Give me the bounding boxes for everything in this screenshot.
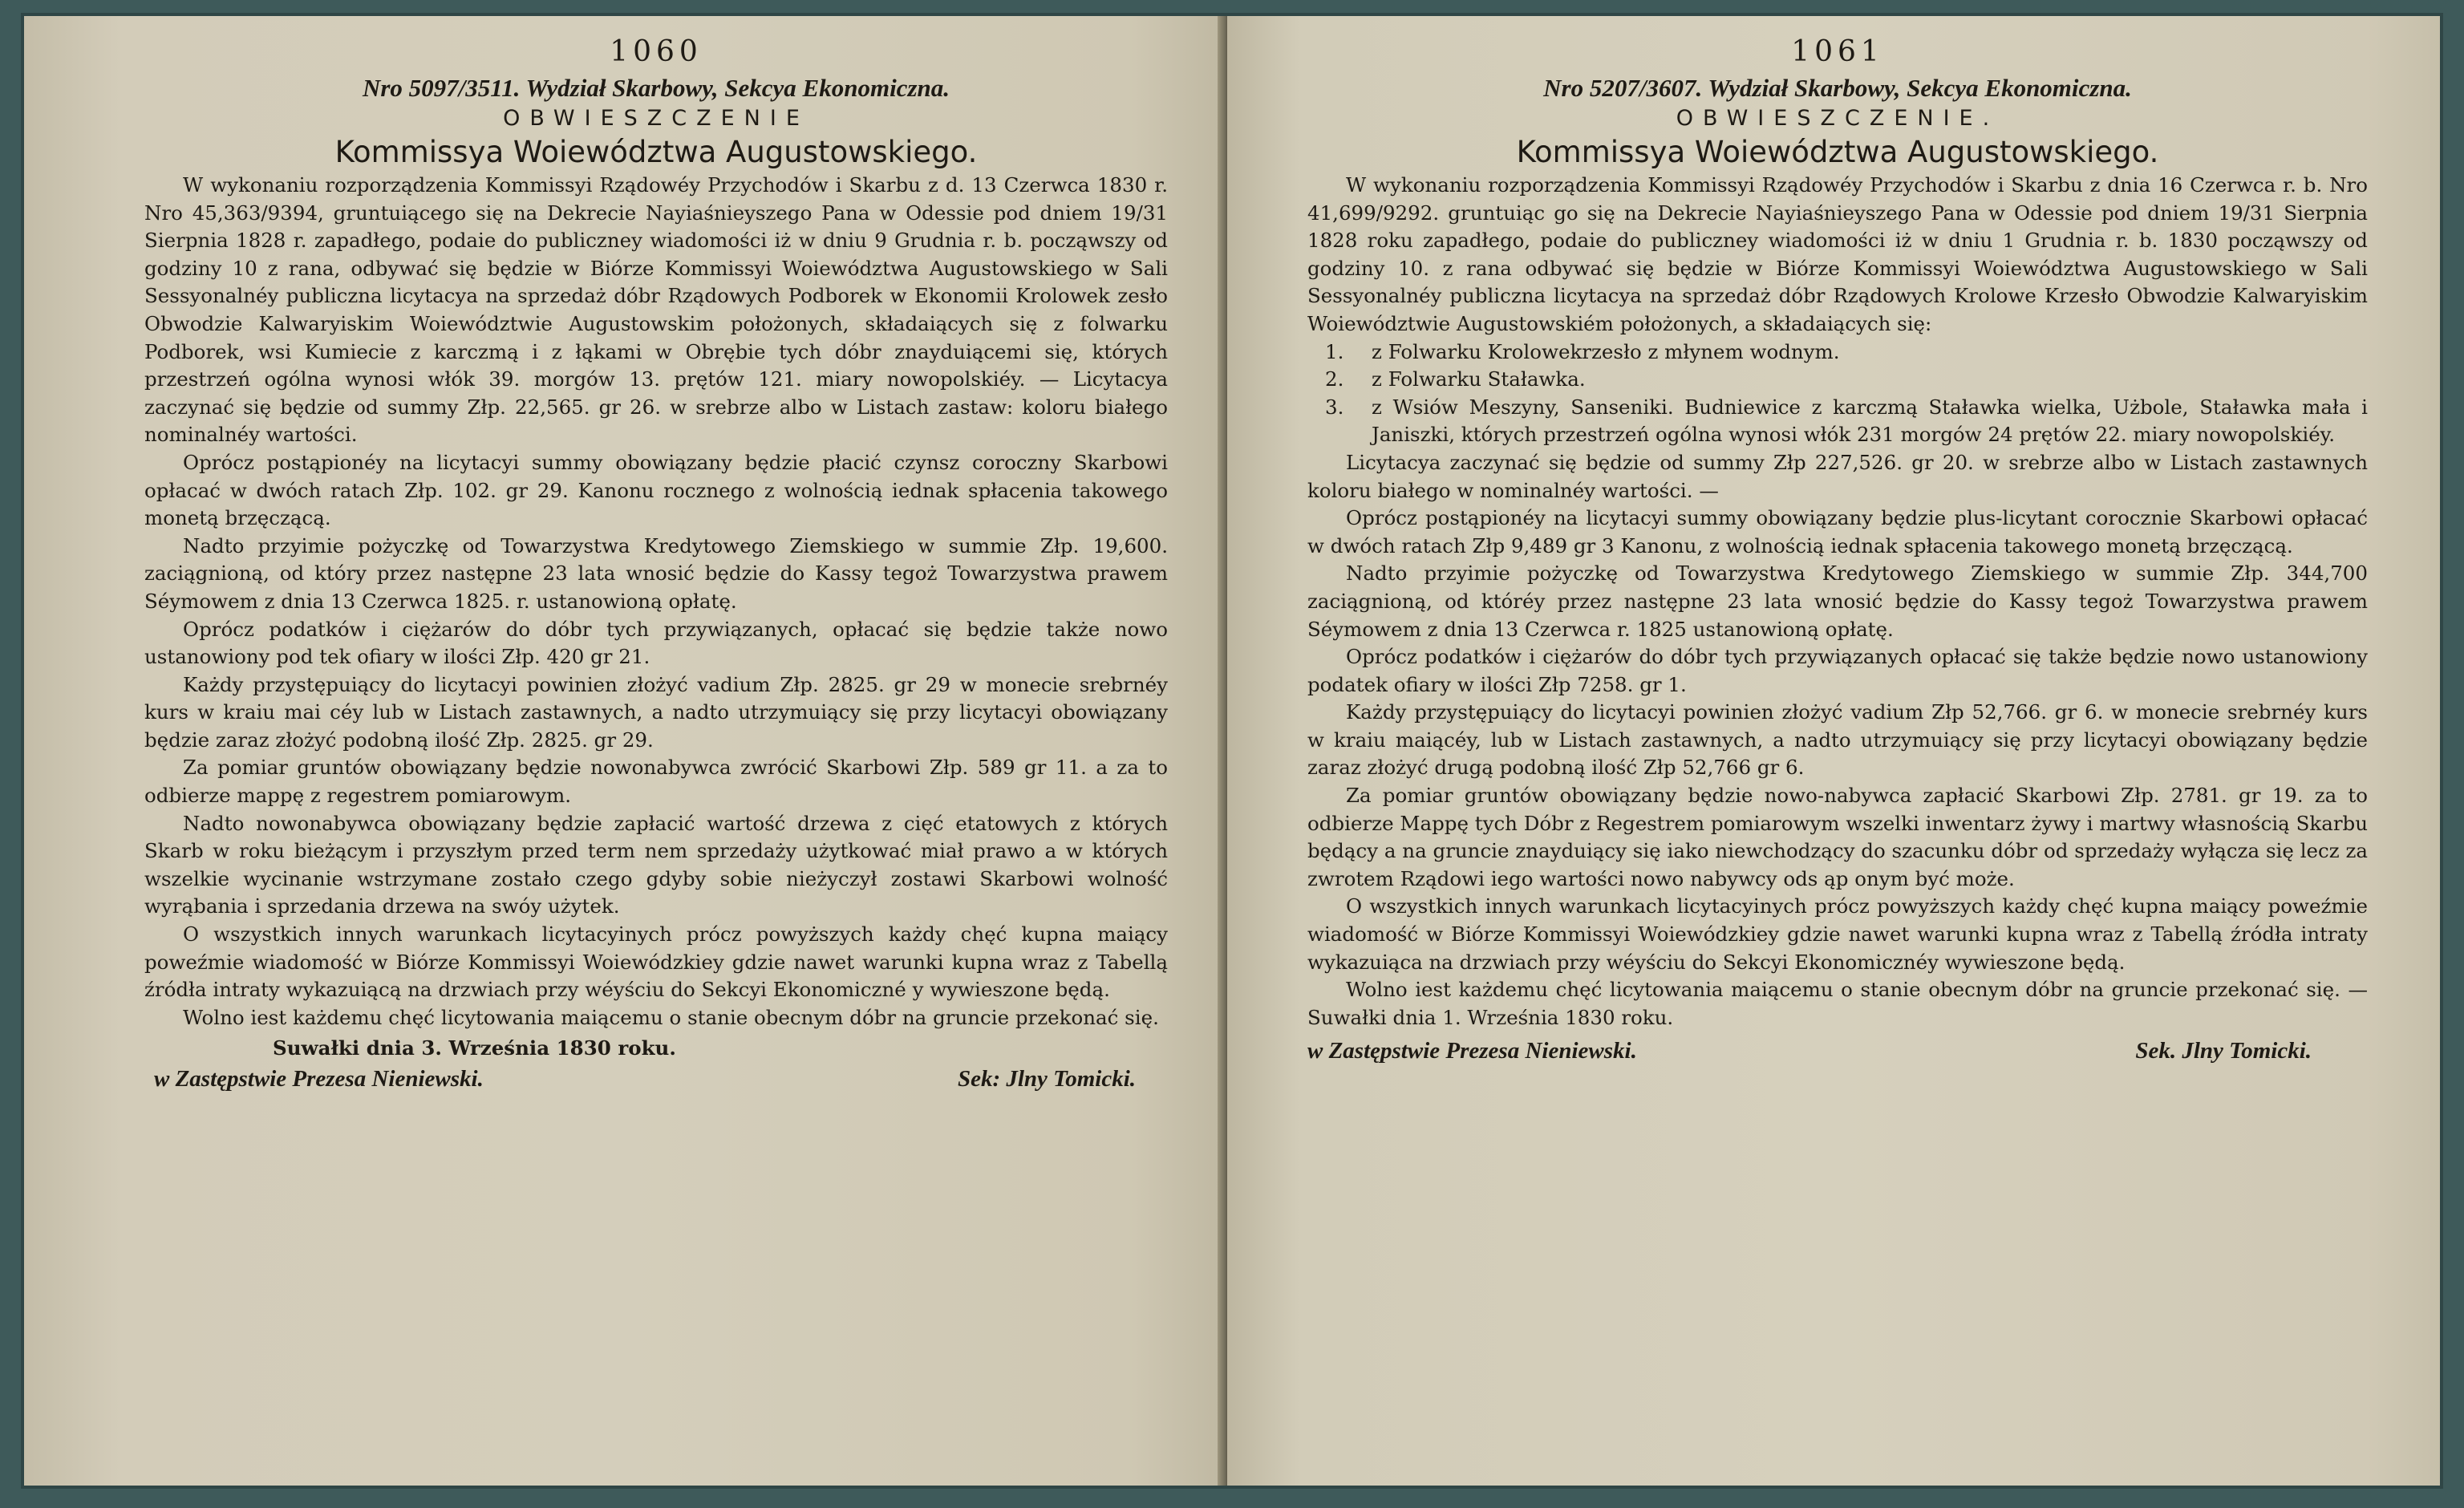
book-spread — [24, 16, 2440, 1486]
paragraph: Nadto przyimie pożyczkę od Towarzystwa Kredytowego Ziemskiego w summie Złp. 19,600. zaciągnioną, od który przez następne 23 lata wnosić będzie do Kassy tegoż Towarzystwa prawem Séymowem z dnia 13 Czerwca 1825. r. ustanowioną opłatę. — [144, 533, 1168, 613]
signatures-right — [1307, 1038, 2368, 1064]
estate-list — [1307, 338, 2368, 449]
paragraph: Oprócz postąpionéy na licytacyi summy obowiązany będzie płacić czynsz coroczny Skarbowi opłacać w dwóch ratach Złp. 102. gr 29. Kanonu rocznego z wolnością iednak spłacenia takowego monetą brzęczącą. — [144, 450, 1168, 530]
right-page — [1227, 16, 2440, 1486]
paragraph: Wolno iest każdemu chęć licytowania maiącemu o stanie obecnym dóbr na gruncie przekonać się. — [183, 1005, 1159, 1029]
notice-body-left — [144, 172, 1168, 1032]
paragraph: Nadto przyimie pożyczkę od Towarzystwa Kredytowego Ziemskiego w summie Złp. 344,700 zaciągnioną, od któréy przez następne 23 lata wnosić będzie do Kassy tegoż Towarzystwa prawem Séymowem z dnia 13 Czerwca r. 1825 ustanowioną opłatę. — [1307, 561, 2368, 641]
page-number-left: 1060 — [610, 35, 703, 68]
paragraph: Za pomiar gruntów obowiązany będzie nowonabywca zwrócić Skarbowi Złp. 589 gr 11. a za to odbierze mappę z regestrem pomiarowym. — [144, 756, 1168, 808]
signature-deputy: w Zastępstwie Prezesa Nieniewski. — [1307, 1038, 1637, 1064]
paragraph: Wolno iest każdemu chęć licytowania maiącemu o stanie obecnym dóbr na gruncie przekonać się. — Suwałki dnia 1. Września 1830 roku. — [1307, 978, 2368, 1029]
page-number-right: 1061 — [1791, 35, 1884, 68]
left-page — [24, 16, 1224, 1486]
paragraph: Oprócz podatków i ciężarów do dóbr tych przywiązanych opłacać się także będzie nowo ustanowiony podatek ofiary w ilości Złp 7258. gr 1. — [1307, 645, 2368, 696]
list-item: 1. z Folwarku Krolowekrzesło z młynem wodnym. — [1325, 339, 1840, 363]
paragraph: Każdy przystępuiący do licytacyi powinien złożyć vadium Złp. 2825. gr 29 w monecie srebrnéy kurs w kraiu mai céy lub w Listach zastawnych, a nadto utrzymuiący się przy licytacyi obowiązany będzie zaraz złożyć podobną ilość Złp. 2825. gr 29. — [144, 672, 1168, 752]
paragraph: Licytacya zaczynać się będzie od summy Złp 227,526. gr 20. w srebrze albo w Listach zastawnych koloru białego w nominalnéy wartości. — — [1307, 450, 2368, 502]
issuer-left: Kommissya Woiewództwa Augustowskiego. — [334, 135, 978, 169]
notice-body-right — [1307, 172, 2368, 1032]
issuer-right: Kommissya Woiewództwa Augustowskiego. — [1516, 135, 2159, 169]
signatures-left — [144, 1066, 1168, 1092]
paragraph: Nadto nowonabywca obowiązany będzie zapłacić wartość drzewa z cięć etatowych z których Skarb w roku bieżącym i przyszłym przed term nem sprzedaży użytkować miał prawo a w których wszelkie wycinanie wstrzymane zostało czego gdyby sobie nieżyczył zostawi Skarbowi wolność wyrąbania i sprzedania drzewa na swóy użytek. — [144, 811, 1168, 918]
list-item: 3. z Wsiów Meszyny, Sanseniki. Budniewice z karczmą Staławka wielka, Użbole, Staławka mała i Janiszki, których przestrzeń ogólna wynosi włók 231 morgów 24 prętów 22. miary nowopolskiéy. — [1325, 395, 2368, 447]
notice-title-right: OBWIESZCZENIE. — [1676, 106, 2000, 131]
paragraph: O wszystkich innych warunkach licytacyinych prócz powyższych każdy chęć kupna maiący poweźmie wiadomość w Biórze Kommissyi Woiewódzkiey gdzie nawet warunki kupna wraz z Tabellą źródła intraty wykazuiąca na drzwiach przy wéyściu do Sekcyi Ekonomicznéy wywieszone będą. — [1307, 894, 2368, 974]
paragraph: Oprócz podatków i ciężarów do dóbr tych przywiązanych, opłacać się będzie także nowo ustanowiony pod tek ofiary w ilości Złp. 420 gr 21. — [144, 617, 1168, 669]
signature-deputy: w Zastępstwie Prezesa Nieniewski. — [154, 1066, 484, 1092]
paragraph: Za pomiar gruntów obowiązany będzie nowo-nabywca zapłacić Skarbowi Złp. 2781. gr 19. za to odbierze Mappę tych Dóbr z Regestrem pomiarowym wszelki inwentarz żywy i martwy własnością Skarbu będący a na gruncie znayduiący się iako niewchodzący do szacunku dóbr od sprzedaży wyłącza się lecz za zwrotem Rządowi iego wartości nowo nabywcy ods ąp onym być może. — [1307, 784, 2368, 890]
list-item: 2. z Folwarku Staławka. — [1325, 367, 1586, 391]
paragraph: W wykonaniu rozporządzenia Kommissyi Rządowéy Przychodów i Skarbu z dnia 16 Czerwca r. b. Nro 41,699/9292. gruntuiąc go się na Dekrecie Nayiaśnieyszego Pana w Odessie pod dniem 19/31 Sierpnia 1828 roku zapadłego, podaie do publiczney wiadomości iż w dniu 1 Grudnia r. b. 1830 począwszy od godziny 10. z rana odbywać się będzie w Biórze Kommissyi Woiewództwa Augustowskiego w Sali Sessyonalnéy publiczna licytacya na sprzedaż dóbr Rządowych Krolowe Krzesło Obwodzie Kalwaryiskim Woiewództwie Augustowskiém położonych, a składaiących się: — [1307, 173, 2368, 335]
section-header-left: Nro 5097/3511. Wydział Skarbowy, Sekcya Ekonomiczna. — [362, 74, 950, 102]
paragraph: Oprócz postąpionéy na licytacyi summy obowiązany będzie plus-licytant corocznie Skarbowi opłacać w dwóch ratach Złp 9,489 gr 3 Kanonu, z wolnością iednak spłacenia takowego monetą brzęczącą. — [1307, 506, 2368, 557]
date-line-left: Suwałki dnia 3. Września 1830 roku. — [273, 1036, 676, 1060]
paragraph: W wykonaniu rozporządzenia Kommissyi Rządowéy Przychodów i Skarbu z d. 13 Czerwca 1830 r. Nro 45,363/9394, gruntuiącego się na Dekrecie Nayiaśnieyszego Pana w Odessie pod dniem 19/31 Sierpnia 1828 r. zapadłego, podaie do publiczney wiadomości iż w dniu 9 Grudnia r. b. począwszy od godziny 10 z rana, odbywać się będzie w Biórze Kommissyi Woiewództwa Augustowskiego w Sali Sessyonalnéy publiczna licytacya na sprzedaż dóbr Rządowych Podborek w Ekonomii Krolowek zesło Obwodzie Kalwaryiskim Woiewództwie Augustowskim położonych, składaiących się z folwarku Podborek, wsi Kumiecie z karczmą i z łąkami w Obrębie tych dóbr znayduiącemi się, których przestrzeń ogólna wynosi włók 39. morgów 13. prętów 121. miary nowopolskiéy. — Licytacya zaczynać się będzie od summy Złp. 22,565. gr 26. w srebrze albo w Listach zastaw: koloru białego nominalnéy wartości. — [144, 173, 1168, 447]
signature-secretary: Sek: Jlny Tomicki. — [957, 1066, 1136, 1092]
notice-title-left: OBWIESZCZENIE — [503, 106, 809, 131]
signature-secretary: Sek. Jlny Tomicki. — [2135, 1038, 2312, 1064]
paragraph: O wszystkich innych warunkach licytacyinych prócz powyższych każdy chęć kupna maiący poweźmie wiadomość w Biórze Kommissyi Woiewódzkiey gdzie nawet warunki kupna wraz z Tabellą źródła intraty wykazuiącą na drzwiach przy wéyściu do Sekcyi Ekonomiczné y wywieszone będą. — [144, 922, 1168, 1002]
paragraph: Każdy przystępuiący do licytacyi powinien złożyć vadium Złp 52,766. gr 6. w monecie srebrnéy kurs w kraiu maiącéy, lub w Listach zastawnych, a nadto utrzymuiący się przy licytacyi obowiązany będzie zaraz złożyć drugą podobną ilość Złp 52,766 gr 6. — [1307, 700, 2368, 780]
section-header-right: Nro 5207/3607. Wydział Skarbowy, Sekcya Ekonomiczna. — [1543, 74, 2132, 102]
